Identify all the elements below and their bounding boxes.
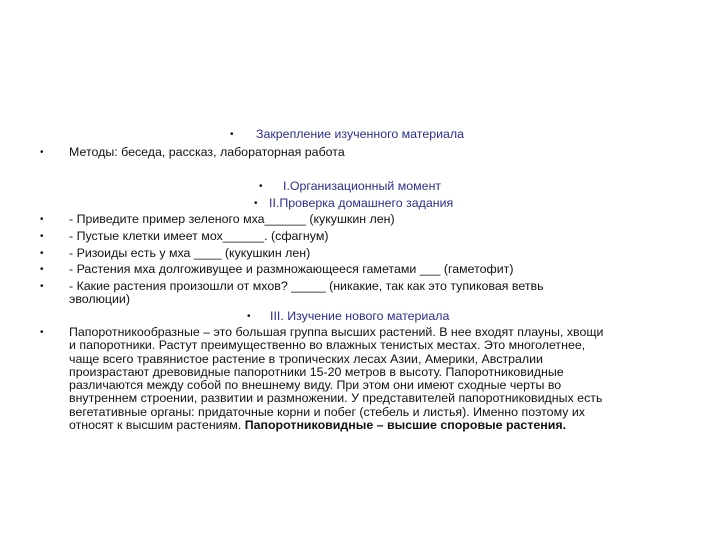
paragraph-line: относят к высшим растениям.	[69, 418, 245, 433]
bullet: •	[254, 198, 258, 209]
question-item: - Какие растения произошли от мхов? _____ (никакие, так как это тупиковая ветвь	[69, 279, 544, 293]
paragraph-line: чаще всего травянистое растение в тропических лесах Азии, Америки, Австралии	[69, 351, 543, 366]
stage-1-heading: I.Организационный момент	[283, 179, 442, 193]
question-item: - Пустые клетки имеет мох______. (сфагнум)	[69, 229, 329, 243]
consolidation-heading: Закрепление изученного материала	[256, 127, 465, 141]
bullet: •	[40, 231, 44, 242]
paragraph-line: Папоротникообразные – это большая группа высших растений. В нее входят плауны, хвощи	[69, 325, 604, 339]
paragraph-last-line	[69, 419, 669, 432]
ferns-paragraph	[69, 326, 669, 432]
paragraph-bold-conclusion: Папоротниковидные – высшие споровые растения.	[244, 418, 567, 433]
bullet: •	[40, 147, 44, 158]
paragraph-line: и папоротники. Растут преимущественно во влажных тенистых местах. Это многолетнее,	[69, 338, 586, 353]
question-item: - Приведите пример зеленого мха______ (кукушкин лен)	[69, 212, 395, 226]
question-item: - Растения мха долгоживущее и размножающееся гаметами ___ (гаметофит)	[69, 262, 514, 276]
bullet: •	[40, 281, 44, 292]
bullet: •	[247, 311, 251, 322]
bullet: •	[259, 181, 263, 192]
bullet: •	[40, 248, 44, 259]
stage-3-heading: III. Изучение нового материала	[270, 309, 450, 323]
stage-2-heading: II.Проверка домашнего задания	[269, 196, 454, 210]
bullet: •	[40, 327, 44, 338]
bullet: •	[40, 214, 44, 225]
paragraph-line: произрастают древовидные папоротники 15-20 метров в высоту. Папоротниковидные	[69, 364, 564, 379]
paragraph-line: различаются между собой по внешнему виду. При этом они имеют сходные черты во	[69, 378, 562, 393]
question-item-continuation: эволюции)	[69, 292, 130, 306]
paragraph-line: вегетативные органы: придаточные корни и побег (стебель и листья). Именно поэтому их	[69, 404, 585, 419]
bullet: •	[230, 129, 234, 140]
methods-text: Методы: беседа, рассказ, лабораторная работа	[69, 145, 345, 159]
paragraph-line: внутреннем строении, развитии и размножении. У представителей папоротниковидных есть	[69, 391, 603, 406]
question-item: - Ризоиды есть у мха ____ (кукушкин лен)	[69, 246, 311, 260]
bullet: •	[40, 264, 44, 275]
